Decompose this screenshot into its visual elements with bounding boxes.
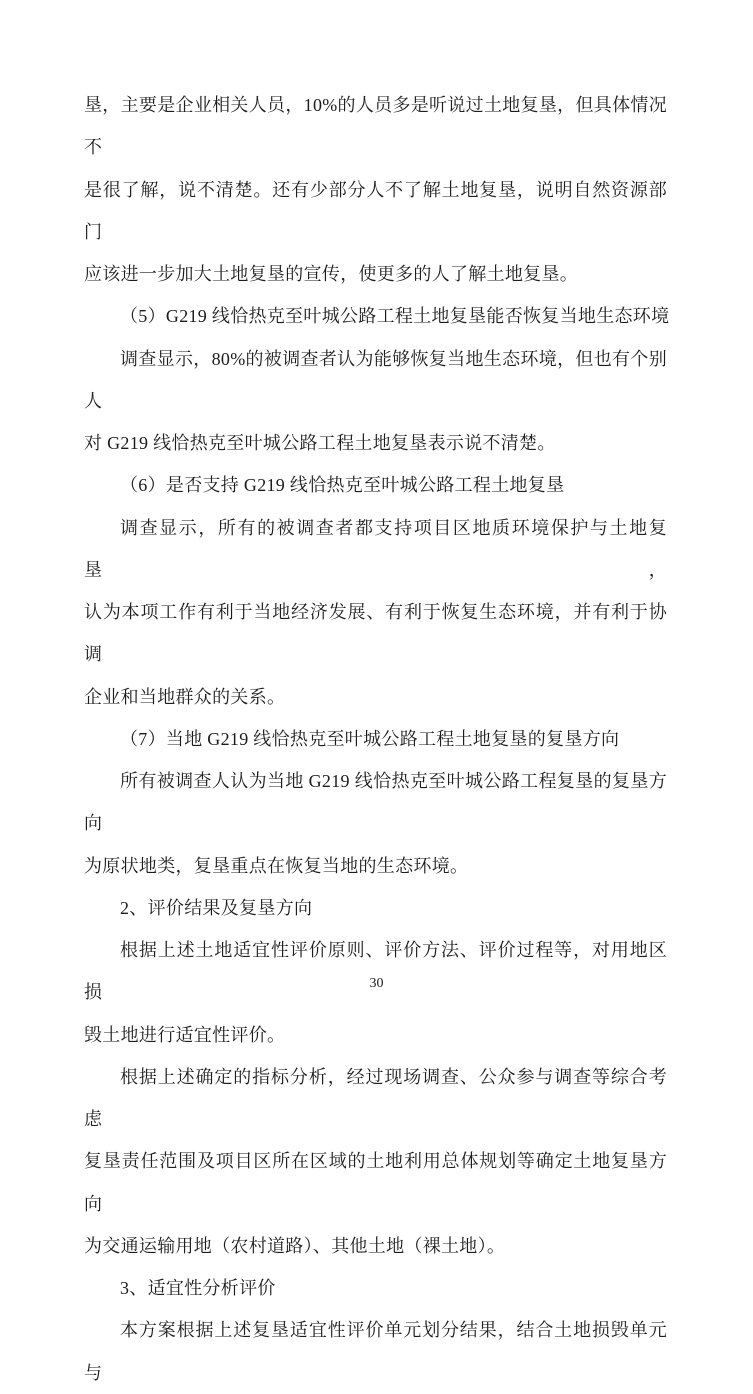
paragraph — [84, 295, 670, 337]
paragraph — [84, 84, 667, 295]
text-line: 调查显示，所有的被调查者都支持项目区地质环境保护与土地复垦， — [84, 517, 667, 580]
paragraph — [84, 760, 667, 887]
paragraph — [84, 718, 667, 760]
paragraph — [84, 887, 667, 929]
text-line: 为原状地类，复垦重点在恢复当地的生态环境。 — [84, 855, 469, 876]
text-line: 调查显示，80%的被调查者认为能够恢复当地生态环境，但也有个别人 — [84, 348, 667, 411]
text-line: （6）是否支持 G219 线恰热克至叶城公路工程土地复垦 — [120, 475, 565, 496]
text-line: 认为本项工作有利于当地经济发展、有利于恢复生态环境，并有利于协调 — [84, 602, 667, 665]
text-line: 复垦责任范围及项目区所在区域的土地利用总体规划等确定土地复垦方向 — [84, 1151, 667, 1214]
text-line: 为交通运输用地（农村道路）、其他土地（裸土地）。 — [84, 1235, 506, 1256]
text-line: 毁土地进行适宜性评价。 — [84, 1024, 286, 1045]
text-line: （7）当地 G219 线恰热克至叶城公路工程土地复垦的复垦方向 — [120, 728, 620, 749]
text-line: 是很了解，说不清楚。还有少部分人不了解土地复垦，说明自然资源部门 — [84, 179, 667, 242]
page-number: 30 — [369, 976, 384, 991]
paragraph — [84, 1056, 667, 1267]
paragraph — [84, 507, 667, 718]
text-line: 企业和当地群众的关系。 — [84, 686, 286, 707]
text-line: （5）G219 线恰热克至叶城公路工程土地复垦能否恢复当地生态环境 — [120, 306, 670, 327]
paragraph — [84, 1309, 667, 1394]
text-line: 所有被调查人认为当地 G219 线恰热克至叶城公路工程复垦的复垦方向 — [84, 771, 667, 834]
text-line: 垦，主要是企业相关人员，10%的人员多是听说过土地复垦，但具体情况不 — [84, 95, 667, 158]
text-line: 根据上述确定的指标分析，经过现场调查、公众参与调查等综合考虑 — [84, 1066, 667, 1129]
text-line: 应该进一步加大土地复垦的宣传，使更多的人了解土地复垦。 — [84, 264, 579, 284]
text-line: 本方案根据上述复垦适宜性评价单元划分结果，结合土地损毁单元与 — [84, 1320, 667, 1383]
paragraph — [84, 464, 667, 506]
text-line: 对 G219 线恰热克至叶城公路工程土地复垦表示说不清楚。 — [84, 433, 556, 453]
section-heading: 3、适宜性分析评价 — [120, 1278, 276, 1298]
text-line: 根据上述土地适宜性评价原则、评价方法、评价过程等，对用地区损 — [84, 940, 667, 1003]
paragraph — [84, 338, 667, 465]
section-heading: 2、评价结果及复垦方向 — [120, 897, 313, 918]
document-body — [84, 84, 670, 1394]
paragraph — [84, 1267, 667, 1309]
